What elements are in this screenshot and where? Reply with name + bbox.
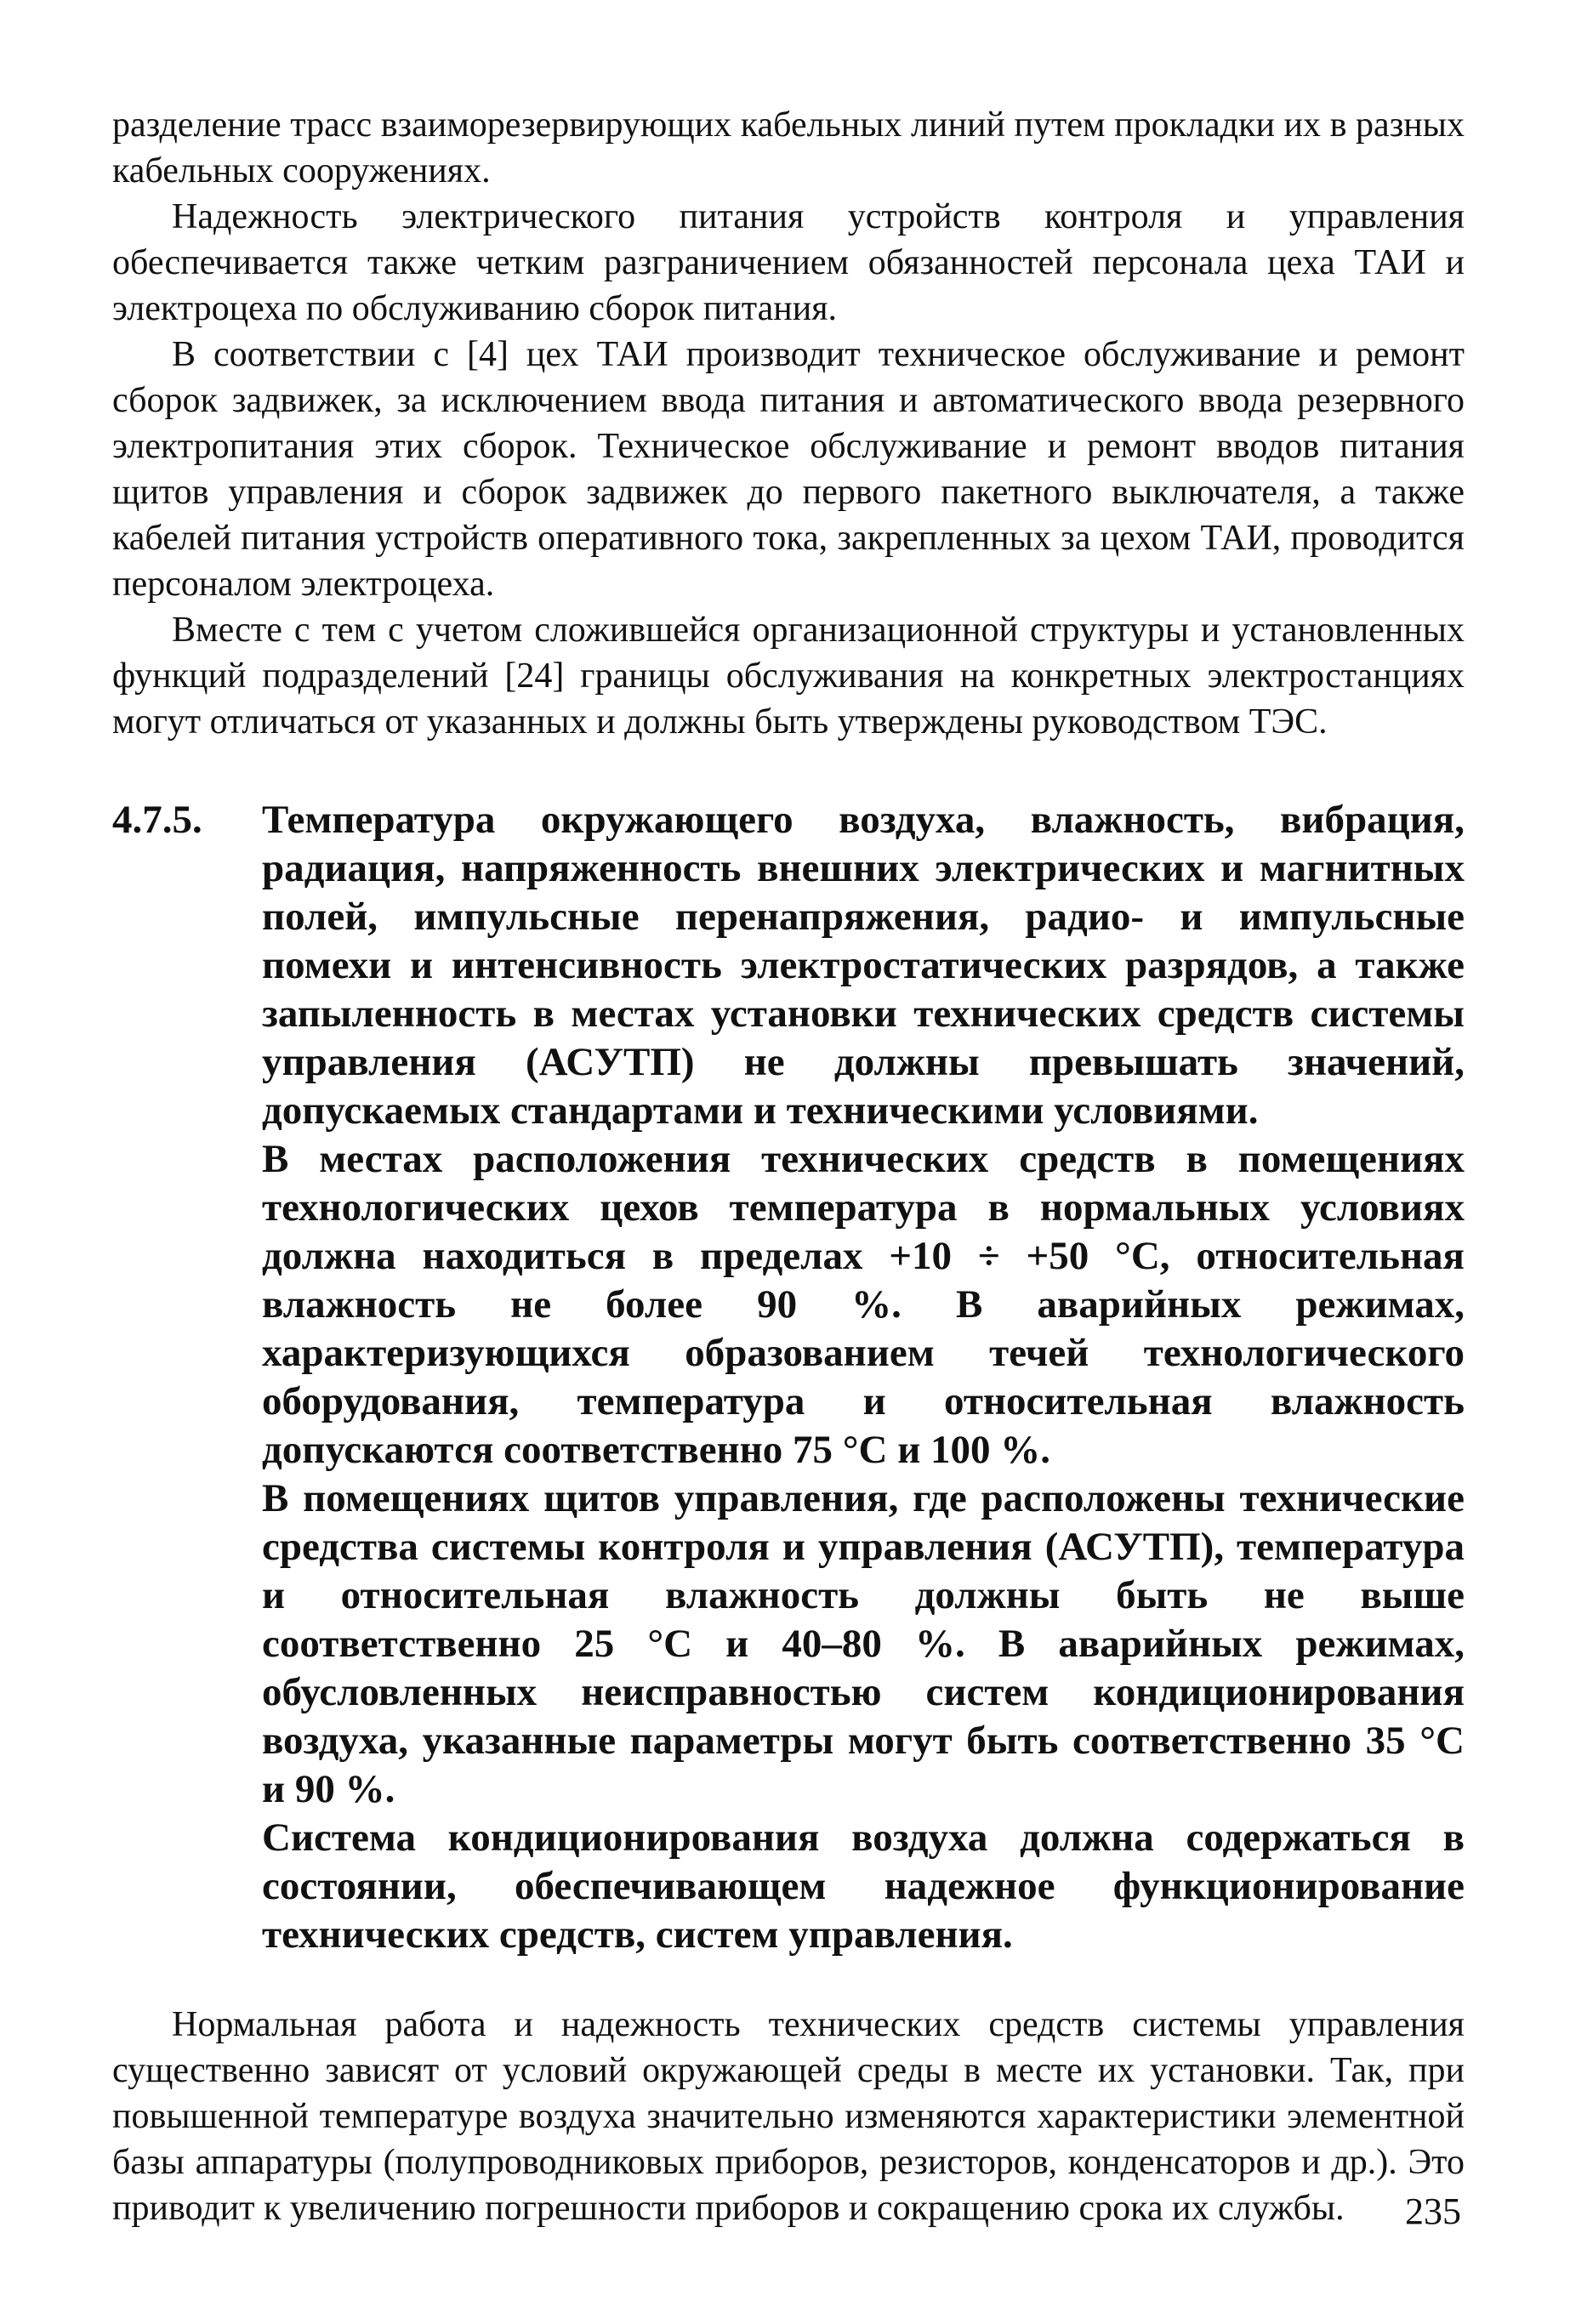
- paragraph-continuation: разделение трасс взаиморезервирующих кабельных линий путем прокладки их в разных кабельных сооружениях.: [112, 105, 1465, 190]
- section-body: [262, 796, 1465, 1959]
- paragraph-boundaries: Вместе с тем с учетом сложившейся организационной структуры и установленных функций подразделений [24] границы обслуживания на конкретных электростанциях могут отличаться от указанных и должны быть утверждены руководством ТЭС.: [112, 611, 1465, 742]
- paragraph-environment: Нормальная работа и надежность технических средств системы управления существенно зависят от условий окружающей среды в месте их установки. Так, при повышенной температуре воздуха значительно изменяются характеристики элементной базы аппаратуры (полупроводниковых приборов, резисторов, конденсаторов и др.). Это приводит к увеличению погрешности приборов и сокращению срока их службы.: [112, 2005, 1465, 2228]
- section-paragraph: В помещениях щитов управления, где расположены технические средства системы контроля и управления (АСУТП), температура и относительная влажность должны быть не выше соответственно 25 °С и 40–80 %. В аварийных режимах, обусловленных неисправностью систем кондиционирования воздуха, указанные параметры могут быть соответственно 35 °С и 90 %.: [262, 1476, 1465, 1811]
- page-number: 235: [1405, 2190, 1461, 2232]
- section-paragraph: Система кондиционирования воздуха должна содержаться в состоянии, обеспечивающем надежное функционирование технических средств, систем управления.: [262, 1815, 1465, 1957]
- section-paragraph: В местах расположения технических средств в помещениях технологических цехов температура в нормальных условиях должна находиться в пределах +10 ÷ +50 °С, относительная влажность не более 90 %. В аварийных режимах, характеризующихся образованием течей технологического оборудования, температура и относительная влажность допускаются соответственно 75 °С и 100 %.: [262, 1137, 1465, 1472]
- paragraph-maintenance: В соответствии с [4] цех ТАИ производит техническое обслуживание и ремонт сборок задвижек, за исключением ввода питания и автоматического ввода резервного электропитания этих сборок. Техническое обслуживание и ремонт вводов питания щитов управления и сборок задвижек до первого пакетного выключателя, а также кабелей питания устройств оперативного тока, закрепленных за цехом ТАИ, проводится персоналом электроцеха.: [112, 335, 1465, 604]
- paragraph-power-reliability: Надежность электрического питания устройств контроля и управления обеспечивается также четким разграничением обязанностей персонала цеха ТАИ и электроцеха по обслуживанию сборок питания.: [112, 197, 1465, 328]
- closing-block: [112, 2002, 1465, 2231]
- section-4-7-5: [112, 796, 1465, 1959]
- section-number: 4.7.5.: [112, 798, 202, 842]
- section-paragraph: Температура окружающего воздуха, влажность, вибрация, радиация, напряженность внешних электрических и магнитных полей, импульсные перенапряжения, радио- и импульсные помехи и интенсивность электростатических разрядов, а также запыленность в местах установки технических средств системы управления (АСУТП) не должны превышать значений, допускаемых стандартами и техническими условиями.: [262, 798, 1465, 1133]
- page-content: [112, 102, 1465, 2231]
